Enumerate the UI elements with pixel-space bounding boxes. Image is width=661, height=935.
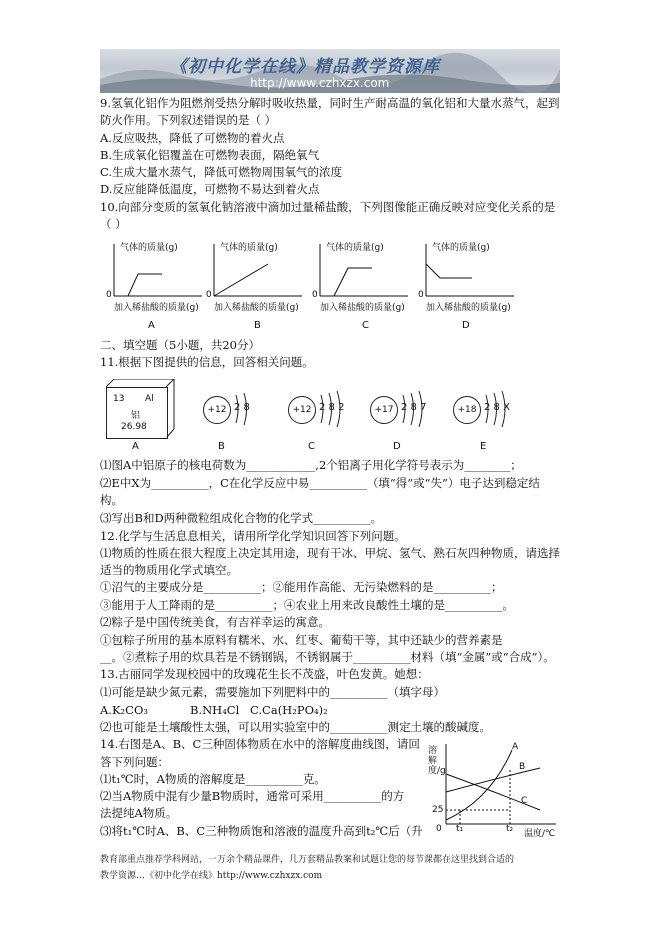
al-atomic-number: 13 (113, 394, 125, 404)
solubility-tick-25: 25 (432, 805, 444, 815)
q12-line-4: ③能用于人工降雨的是__________；④农业上用来改良酸性土壤的是__________。 (100, 598, 514, 612)
graph-d-origin: 0 (418, 290, 424, 300)
q12-stem: 12.化学与生活息息相关，请用所学化学知识回答下列问题。 (100, 529, 406, 543)
q11-line-1: ⑴图A中铝原子的核电荷数为____________,2个铝离子用化学符号表示为________； (100, 458, 522, 472)
curve-b-label: B (519, 762, 526, 772)
q11-caption-d: D (393, 441, 401, 452)
q11-caption-c: C (308, 441, 315, 452)
graph-c-ylabel: 气体的质量(g) (326, 243, 384, 253)
curve-c-label: C (521, 796, 528, 806)
atom-b-shells: 2 8 (234, 402, 250, 413)
atom-e-shells: 2 8 X (484, 402, 510, 413)
q12-line-6: ①包粽子所用的基本原料有糯米、水、红枣、葡萄干等，其中还缺少的营养素是 (100, 633, 503, 647)
solubility-t1: t₁ (456, 824, 464, 834)
q14-stem-1: 14.右图是A、B、C三种固体物质在水中的溶解度曲线图，请回 (100, 737, 420, 751)
q9-option-b: B.生成氧化铝覆盖在可燃物表面，隔绝氧气 (100, 148, 320, 162)
footer-line-1: 教育部重点推荐学科网站，一万余个精品课件，几万套精品教案和试题让您的每节课都在这里找到合适的 (100, 855, 515, 865)
al-name: 铝 (131, 411, 141, 421)
graph-b-curve (214, 264, 268, 296)
atom-d-nucleus: +17 (370, 396, 398, 424)
q12-line-5: ⑵粽子是中国传统美食，有吉祥幸运的寓意。 (100, 615, 330, 629)
q11-line-3: 构。 (100, 493, 123, 507)
graph-d-caption: D (462, 320, 470, 331)
solubility-graph (430, 740, 560, 840)
graph-a-xlabel: 加入稀盐酸的质量(g) (114, 303, 199, 313)
cube-3d-edges (106, 379, 176, 439)
solubility-xlabel: 温度/℃ (524, 829, 556, 839)
graph-c-origin: 0 (312, 290, 318, 300)
q13-option-a: A.K₂CO₃ (100, 703, 148, 717)
graph-c-xlabel: 加入稀盐酸的质量(g) (320, 303, 405, 313)
q11-line-4: ⑶写出B和D两种微粒组成化合物的化学式__________。 (100, 511, 383, 525)
graph-c-caption: C (362, 320, 369, 331)
q13-option-b: B.NH₄Cl (190, 703, 240, 717)
graph-d-ylabel: 气体的质量(g) (432, 243, 490, 253)
q9-option-d: D.反应能降低温度，可燃物不易达到着火点 (100, 182, 320, 196)
solubility-origin: 0 (436, 824, 442, 834)
solubility-ylabel: 溶解度/g (428, 746, 446, 776)
curve-b (446, 768, 540, 792)
graph-c-curve (320, 268, 372, 296)
q13-line-2: ⑵也可能是土壤酸性太强，可以用实验室中的__________测定土壤的酸碱度。 (100, 720, 491, 734)
q12-line-2: 适当的物质用化学式填空。 (100, 563, 238, 577)
q12-line-1: ⑴物质的性质在很大程度上决定其用途，现有干冰、甲烷、氢气、熟石灰四种物质，请选择 (100, 546, 560, 560)
q10-graphs (104, 234, 524, 334)
q12-line-7: __。②煮粽子用的炊具若是不锈钢锅，不锈钢属于__________材料（填“金属”或“合成”）。 (100, 650, 555, 664)
q11-line-2: ⑵E中X为__________，C在化学反应中易__________（填“得”或“失”）电子达到稳定结 (100, 476, 540, 490)
electron-shell-arcs (200, 390, 540, 430)
q14-line-1: ⑴t₁℃时，A物质的溶解度是__________克。 (100, 772, 326, 786)
graph-b-ylabel: 气体的质量(g) (220, 243, 278, 253)
graph-d-xlabel: 加入稀盐酸的质量(g) (426, 303, 511, 313)
section-2-title: 二、填空题（5小题，共20分） (100, 338, 260, 352)
q14-line-4: ⑶将t₁℃时A、B、C三种物质饱和溶液的温度升高到t₂℃后（升 (100, 824, 423, 838)
q14-stem-2: 答下列问题： (100, 755, 169, 769)
q12-line-3: ①沼气的主要成分是__________；②能用作高能、无污染燃料的是__________； (100, 580, 503, 594)
header-banner (100, 49, 560, 93)
atom-d-shells: 2 8 7 (401, 402, 427, 413)
banner-url[interactable]: http://www.czhxzx.com (250, 76, 390, 90)
graph-b-xlabel: 加入稀盐酸的质量(g) (214, 303, 299, 313)
q14-line-2: ⑵当A物质中混有少量B物质时，通常可采用__________的方 (100, 789, 405, 803)
q13-stem: 13.古丽同学发现校园中的玫瑰花生长不茂盛，叶色发黄。她想： (100, 667, 429, 681)
atom-c-shells: 2 8 2 (319, 402, 345, 413)
graph-d-curve (426, 264, 472, 278)
al-atomic-mass: 26.98 (121, 422, 147, 432)
q14-line-3: 法提纯A物质。 (100, 806, 178, 820)
graph-a-origin: 0 (106, 290, 112, 300)
q11-caption-e: E (480, 441, 487, 452)
atom-e-nucleus: +18 (453, 396, 481, 424)
solubility-t2: t₂ (506, 824, 514, 834)
atom-c-nucleus: +12 (288, 396, 316, 424)
q9-option-c: C.生成大量水蒸气，降低可燃物周围氧气的浓度 (100, 165, 343, 179)
graph-a-ylabel: 气体的质量(g) (120, 243, 178, 253)
q9-stem-1: 9.氢氧化铝作为阻燃剂受热分解时吸收热量，同时生产耐高温的氧化铝和大量水蒸气，起到 (100, 96, 560, 110)
graph-a-curve (128, 274, 162, 296)
q13-line-1: ⑴可能是缺少氮元素，需要施加下列肥料中的__________（填字母） (100, 685, 445, 699)
q10-stem-2: （ ） (100, 217, 127, 231)
graph-b-origin: 0 (206, 290, 212, 300)
q11-caption-a: A (132, 441, 139, 452)
q11-stem: 11.根据下图提供的信息，回答相关问题。 (100, 355, 314, 369)
q11-caption-b: B (218, 441, 225, 452)
curve-a-label: A (512, 742, 519, 752)
footer-line-2: 教学资源…《初中化学在线》http://www.czhxzx.com (100, 871, 323, 881)
atom-b-nucleus: +12 (203, 396, 231, 424)
al-symbol: Al (145, 394, 154, 404)
q9-option-a: A.反应吸热，降低了可燃物的着火点 (100, 131, 285, 145)
q10-stem-1: 10.向部分变质的氢氧化钠溶液中滴加过量稀盐酸，下列图像能正确反映对应变化关系的是 (100, 200, 556, 214)
banner-title: 《初中化学在线》精品教学资源库 (170, 57, 440, 77)
q13-option-c: C.Ca(H₂PO₄)₂ (250, 703, 328, 717)
graph-a-caption: A (148, 320, 155, 331)
graph-b-caption: B (254, 320, 261, 331)
q9-stem-2: 防火作用。下列叙述错误的是（ ） (100, 113, 277, 127)
